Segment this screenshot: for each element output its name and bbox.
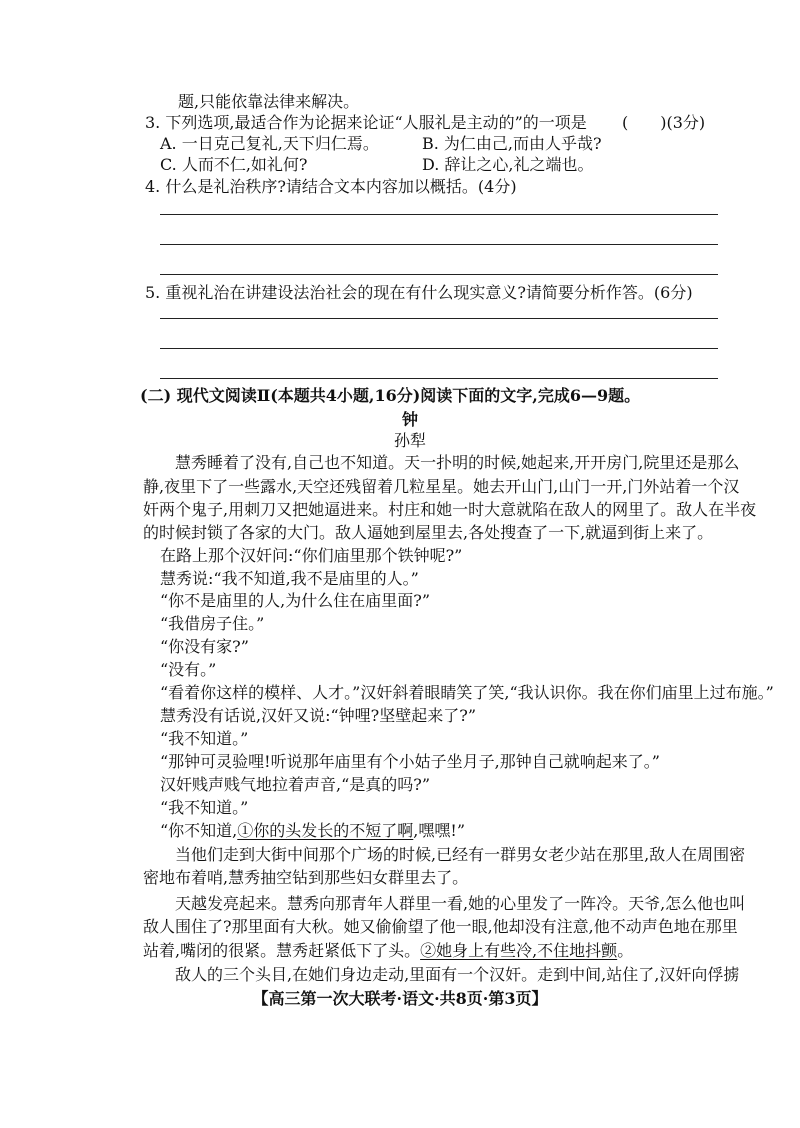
answer-line[interactable] <box>160 244 718 245</box>
answer-line[interactable] <box>160 348 718 349</box>
passage-line: “没有。” <box>160 660 217 679</box>
passage-line: 汉奸贱声贱气地拉着声音,“是真的吗?” <box>160 775 431 794</box>
passage-line: 在路上那个汉奸问:“你们庙里那个铁钟呢?” <box>160 546 463 565</box>
passage-line: 奸两个鬼子,用刺刀又把她逼进来。村庄和她一时大意就陷在敌人的网里了。敌人在半夜 <box>143 500 757 519</box>
passage-line: 敌人的三个头目,在她们身边走动,里面有一个汉奸。走到中间,站住了,汉奸向俘掳 <box>175 965 740 984</box>
passage-text: “你不知道, <box>160 821 238 840</box>
passage-line: 慧秀说:“我不知道,我不是庙里的人。” <box>160 569 419 588</box>
question-4: 4. 什么是礼治秩序?请结合文本内容加以概括。(4分) <box>145 177 517 196</box>
passage-line: 密地布着哨,慧秀抽空钻到那些妇女群里去了。 <box>143 868 469 887</box>
passage-line: “看着你这样的模样、人才。”汉奸斜着眼睛笑了笑,“我认识你。我在你们庙里上过布施。” <box>160 683 774 702</box>
passage-author: 孙犁 <box>394 431 427 450</box>
option-c: C. 人而不仁,如礼何? <box>160 155 308 174</box>
option-b: B. 为仁由己,而由人乎哉? <box>422 134 602 153</box>
option-d: D. 辞让之心,礼之端也。 <box>422 155 594 174</box>
option-a: A. 一日克己复礼,天下归仁焉。 <box>160 134 379 153</box>
section-heading: (二) 现代文阅读Ⅱ(本题共4小题,16分)阅读下面的文字,完成6—9题。 <box>140 386 641 405</box>
passage-line: 的时候封锁了各家的大门。敌人逼她到屋里去,各处搜查了一下,就逼到街上来了。 <box>143 523 714 542</box>
passage-text: ,嘿嘿!” <box>413 821 465 840</box>
passage-line: 敌人围住了?那里面有大秋。她又偷偷望了他一眼,他却没有注意,他不动声色地在那里 <box>143 917 738 936</box>
answer-line[interactable] <box>160 214 718 215</box>
passage-line: “你不是庙里的人,为什么住在庙里面?” <box>160 591 431 610</box>
answer-line[interactable] <box>160 274 718 275</box>
passage-line <box>160 821 465 841</box>
passage-line: 慧秀睡着了没有,自己也不知道。天一扑明的时候,她起来,开开房门,院里还是那么 <box>175 453 740 472</box>
passage-line: 静,夜里下了一些露水,天空还残留着几粒星星。她去开山门,山门一开,门外站着一个汉 <box>143 477 740 496</box>
passage-line: 天越发亮起来。慧秀向那青年人群里一看,她的心里发了一阵冷。天爷,怎么他也叫 <box>175 894 746 913</box>
passage-text: 站着,嘴闭的很紧。慧秀赶紧低下了头。 <box>143 941 421 960</box>
passage-line: “我不知道。” <box>160 729 249 748</box>
passage-text: 。 <box>617 941 634 960</box>
page-footer: 【高三第一次大联考·语文·共8页·第3页】 <box>252 989 548 1008</box>
underlined-sentence-1: ①你的头发长的不短了啊 <box>237 821 414 840</box>
answer-line[interactable] <box>160 378 718 379</box>
answer-line[interactable] <box>160 318 718 319</box>
passage-line <box>143 941 633 961</box>
passage-line: 当他们走到大街中间那个广场的时候,已经有一群男女老少站在那里,敌人在周围密 <box>175 845 746 864</box>
underlined-sentence-2: ②她身上有些冷,不住地抖颤 <box>420 941 618 960</box>
question-3-stem: 3. 下列选项,最适合作为论据来论证“人服礼是主动的”的一项是 <box>145 113 587 132</box>
carry-over-line: 题,只能依靠法律来解决。 <box>178 92 360 111</box>
passage-line: “你没有家?” <box>160 637 249 656</box>
passage-line: “我借房子住。” <box>160 614 265 633</box>
question-5: 5. 重视礼治在讲建设法治社会的现在有什么现实意义?请简要分析作答。(6分) <box>145 283 693 302</box>
passage-line: 慧秀没有话说,汉奸又说:“钟哩?坚壁起来了?” <box>160 706 476 725</box>
question-3-answer-blank[interactable]: ( )(3分) <box>622 113 706 132</box>
passage-line: “那钟可灵验哩!听说那年庙里有个小姑子坐月子,那钟自己就响起来了。” <box>160 752 660 771</box>
passage-title: 钟 <box>402 410 419 429</box>
passage-line: “我不知道。” <box>160 798 249 817</box>
